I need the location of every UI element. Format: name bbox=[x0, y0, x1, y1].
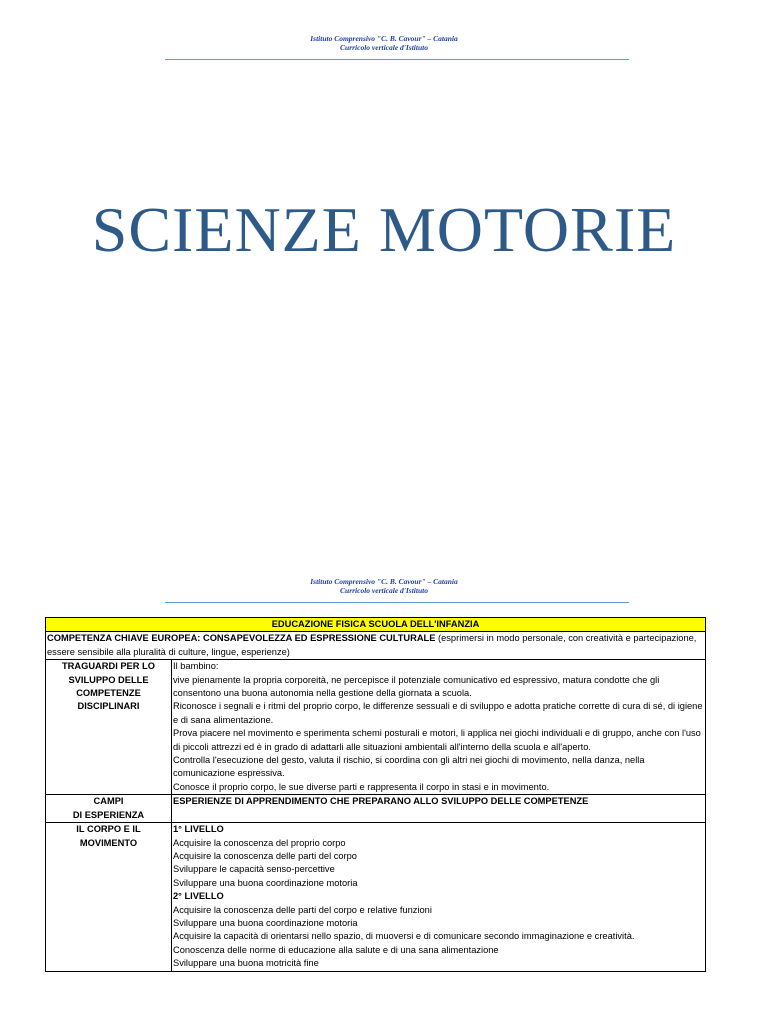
header-divider bbox=[165, 602, 629, 603]
traguardi-line: vive pienamente la propria corporeità, ne percepisce il potenziale comunicativo ed espressivo, matura condotte che gli consentono una buona autonomia nella gestione della giornata a scuola. bbox=[173, 674, 660, 699]
campi-label-line: DI ESPERIENZA bbox=[72, 809, 145, 820]
livello-item: Sviluppare le capacità senso-percettive bbox=[173, 864, 335, 875]
section-title: EDUCAZIONE FISICA SCUOLA DELL'INFANZIA bbox=[46, 618, 706, 632]
page1-header bbox=[0, 34, 768, 52]
header-divider bbox=[165, 59, 629, 60]
campi-label-line: CAMPI bbox=[93, 796, 124, 807]
livello-item: Sviluppare una buona coordinazione motoria bbox=[173, 877, 358, 888]
traguardi-label: TRAGUARDI PER LO SVILUPPO DELLE COMPETENZE DISCIPLINARI bbox=[46, 660, 172, 795]
livello-item: Acquisire la conoscenza del proprio corpo bbox=[173, 837, 346, 848]
livello2-title: 2° LIVELLO bbox=[173, 891, 224, 902]
table-row bbox=[46, 823, 706, 971]
traguardi-line: Il bambino: bbox=[173, 661, 219, 672]
table-row bbox=[46, 618, 706, 632]
traguardi-line: Prova piacere nel movimento e sperimenta schemi posturali e motori, li applica nei giochi individuali e di gruppo, anche con l'uso di piccoli attrezzi ed è in grado di adattarli alle situazioni ambientali all'interno della scuola e all'aperto. bbox=[173, 728, 701, 752]
livello1-title: 1° LIVELLO bbox=[173, 824, 224, 835]
competenza-cell bbox=[46, 632, 706, 660]
traguardi-content bbox=[172, 660, 706, 795]
competenza-heading: COMPETENZA CHIAVE EUROPEA: CONSAPEVOLEZZA ED ESPRESSIONE CULTURALE bbox=[47, 633, 436, 644]
header-subtitle: Curricolo verticale d'Istituto bbox=[340, 43, 428, 52]
table-row bbox=[46, 632, 706, 660]
livello-item: Acquisire la conoscenza delle parti del corpo e relative funzioni bbox=[173, 904, 432, 915]
traguardi-line: Controlla l'esecuzione del gesto, valuta il rischio, si coordina con gli altri nei giochi di movimento, nella danza, nella comunicazione espressiva. bbox=[173, 755, 645, 779]
header-school: Istituto Comprensivo "C. B. Cavour" – Catania bbox=[310, 34, 458, 43]
traguardi-line: Riconosce i segnali e i ritmi del proprio corpo, le differenze sessuali e di sviluppo e adotta pratiche corrette di cura di sé, di igiene e di sana alimentazione. bbox=[173, 701, 703, 725]
traguardi-line: Conosce il proprio corpo, le sue diverse parti e rappresenta il corpo in stasi e in movimento. bbox=[173, 781, 550, 792]
livello-item: Sviluppare una buona coordinazione motoria bbox=[173, 917, 358, 928]
header-subtitle: Curricolo verticale d'Istituto bbox=[340, 586, 428, 595]
page2-header bbox=[0, 577, 768, 595]
livello-item: Sviluppare una buona motricità fine bbox=[173, 958, 319, 969]
livello-item: Acquisire la capacità di orientarsi nello spazio, di muoversi e di comunicare secondo immaginazione e creatività. bbox=[173, 931, 635, 942]
campo-name: IL CORPO E IL MOVIMENTO bbox=[46, 823, 172, 971]
livelli-content bbox=[172, 823, 706, 971]
campi-label bbox=[46, 795, 172, 823]
livello-item: Conoscenza delle norme di educazione alla salute e di una sana alimentazione bbox=[173, 944, 499, 955]
table-row bbox=[46, 795, 706, 823]
esperienze-heading: ESPERIENZE DI APPRENDIMENTO CHE PREPARANO ALLO SVILUPPO DELLE COMPETENZE bbox=[172, 795, 706, 823]
header-school: Istituto Comprensivo "C. B. Cavour" – Catania bbox=[310, 577, 458, 586]
cover-title: SCIENZE MOTORIE bbox=[91, 194, 677, 265]
table-row bbox=[46, 660, 706, 795]
competenza-description: (esprimersi in modo personale, con creatività e partecipazione, essere sensibile alla pluralità di culture, lingue, esperienze) bbox=[47, 633, 697, 657]
curriculum-table bbox=[45, 617, 706, 972]
livello-item: Acquisire la conoscenza delle parti del corpo bbox=[173, 850, 357, 861]
